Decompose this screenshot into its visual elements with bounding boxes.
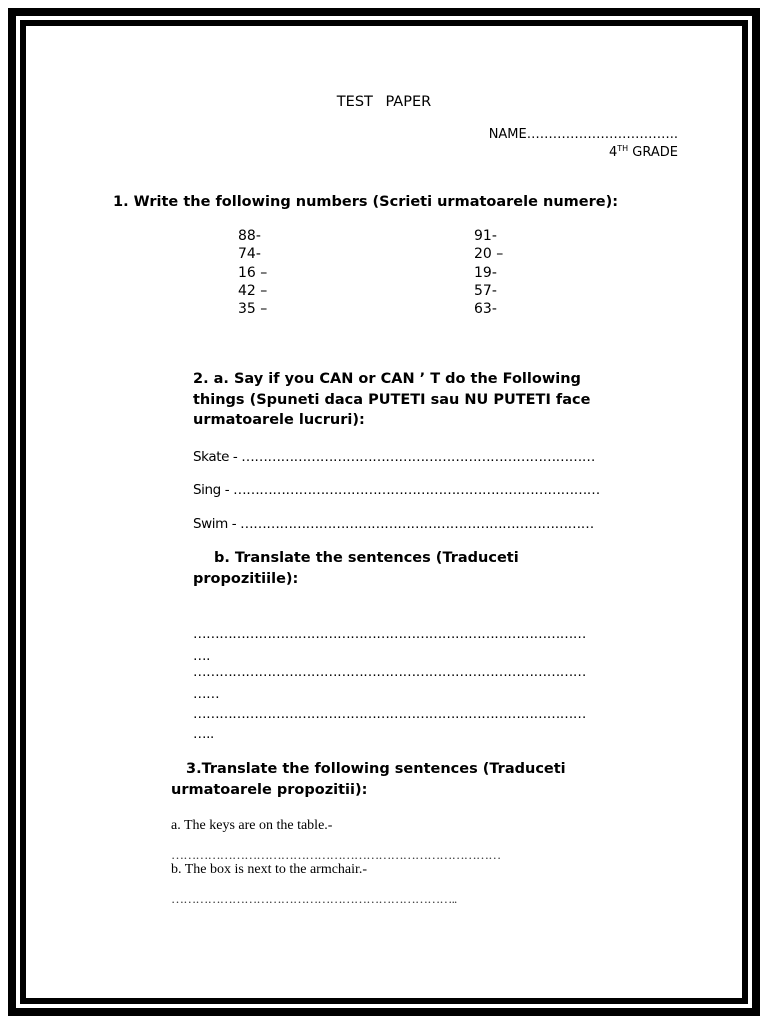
grade-number: 4 xyxy=(608,145,618,160)
exercise-1-heading: 1. Write the following numbers (Scrieti urmatoarele numere): xyxy=(113,194,618,210)
exercise-2b-heading: b. Translate the sentences (Traduceti propozitiile): xyxy=(193,550,519,587)
answer-line-swim: Swim - ……………………………………………………………………… xyxy=(193,516,594,532)
number-item: 57- xyxy=(474,282,497,299)
number-item: 74- xyxy=(238,246,261,263)
sentence-b: b. The box is next to the armchair.- xyxy=(171,862,368,877)
number-item: 42 – xyxy=(238,282,268,299)
number-item: 20 – xyxy=(474,246,504,263)
number-item: 16 – xyxy=(238,264,268,281)
sentence-b-line: …………………………………………………………….. xyxy=(171,891,457,906)
translation-line-tail: …… xyxy=(193,686,220,702)
exercise-2a-heading: 2. a. Say if you CAN or CAN ’ T do the Following things (Spuneti daca PUTETI sau NU PUTETI face urmatoarele lucruri): xyxy=(193,371,591,428)
number-item: 91- xyxy=(474,228,497,244)
grade-text: GRADE xyxy=(628,145,678,160)
answer-line-sing: Sing - ………………………………………………………………………… xyxy=(193,482,600,498)
translation-line: ……………………………………………………………………………… xyxy=(193,664,587,680)
grade-suffix: TH xyxy=(617,144,629,153)
translation-line-tail: ….. xyxy=(193,726,214,742)
sentence-a-line: ……………………………………………………………………… xyxy=(171,847,501,862)
page-title: TEST PAPER xyxy=(336,94,432,110)
number-item: 63- xyxy=(474,301,497,318)
sentence-a: a. The keys are on the table.- xyxy=(171,818,333,833)
answer-line-skate: Skate - ……………………………………………………………………… xyxy=(193,449,595,465)
name-line: NAME…………………………….. xyxy=(488,127,678,142)
number-item: 35 – xyxy=(238,301,268,318)
translation-line: ……………………………………………………………………………… xyxy=(193,706,587,722)
number-item: 19- xyxy=(474,264,497,281)
number-item: 88- xyxy=(238,228,261,244)
translation-line-tail: …. xyxy=(193,648,210,664)
exercise-3-heading: 3.Translate the following sentences (Traduceti urmatoarele propozitii): xyxy=(171,761,566,798)
translation-line: ……………………………………………………………………………… xyxy=(193,626,587,642)
grade-label xyxy=(609,144,678,160)
numbers-column-1 xyxy=(238,227,267,318)
numbers-column-2 xyxy=(474,227,503,318)
